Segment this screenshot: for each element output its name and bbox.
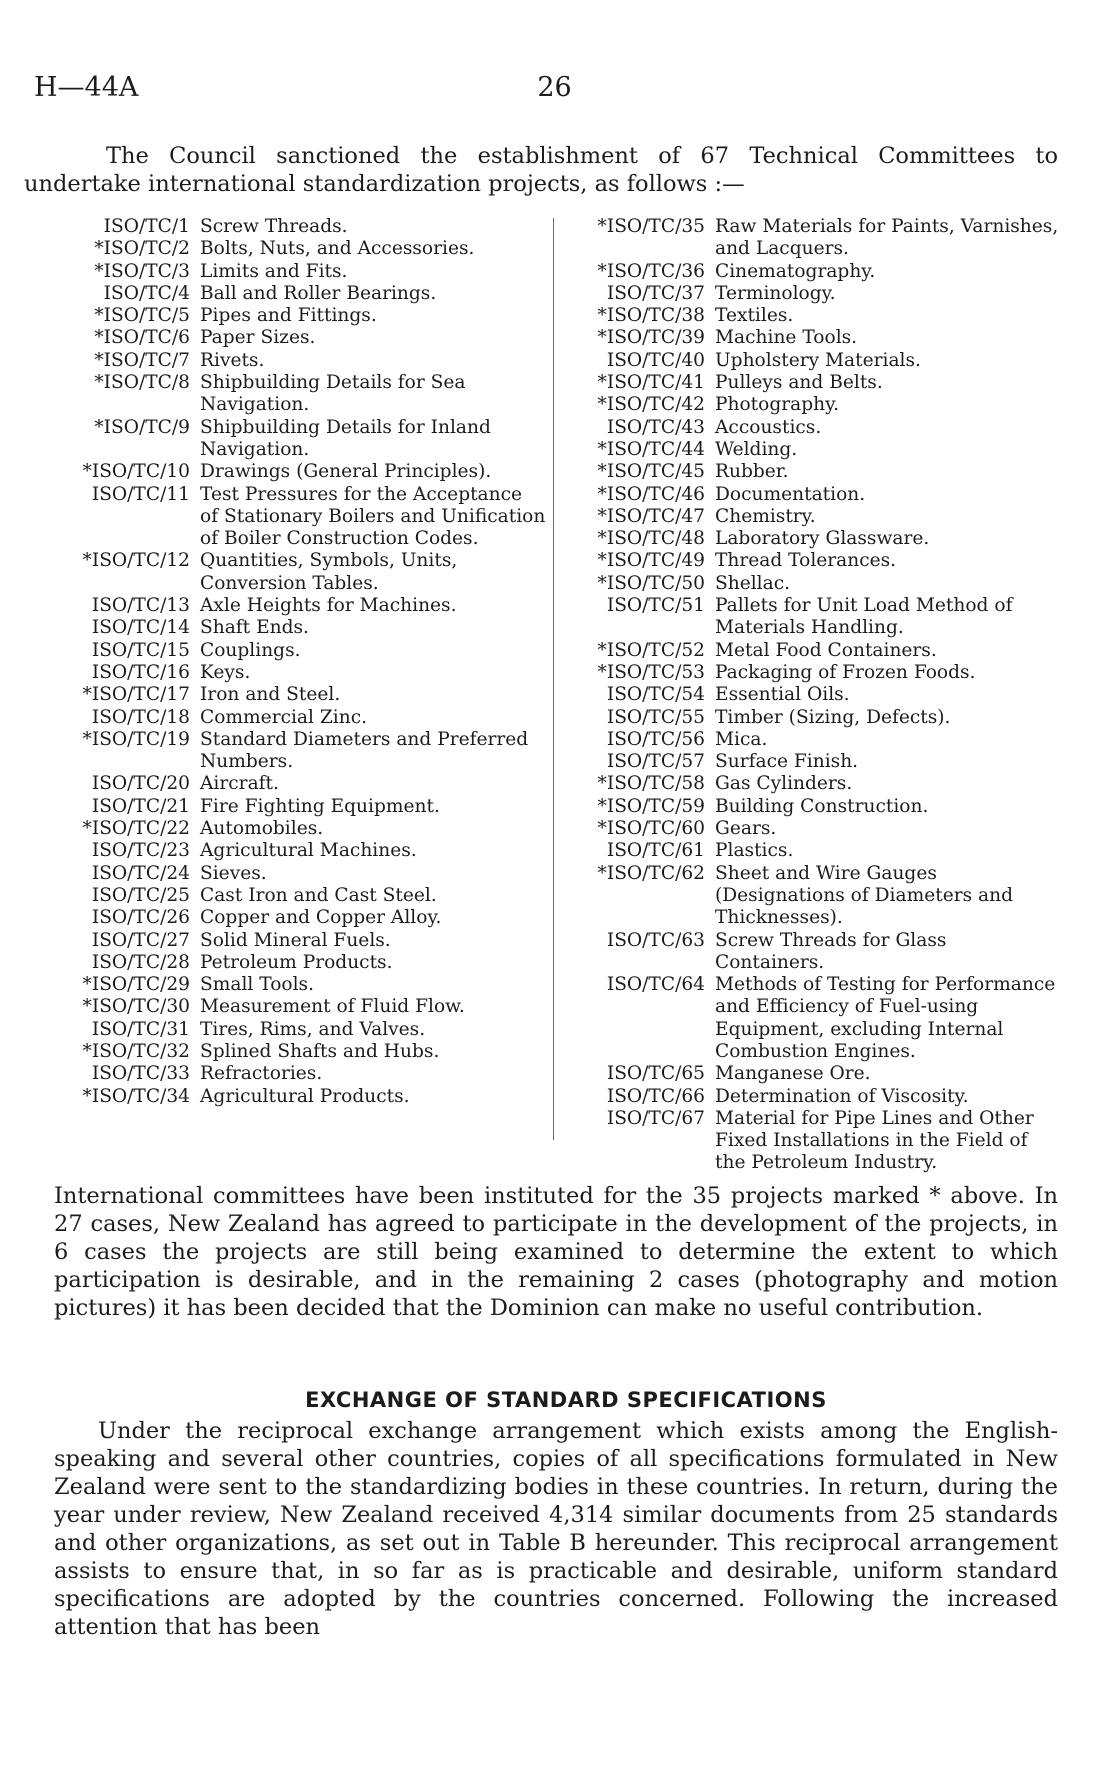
- committee-name: Solid Mineral Fuels.: [200, 929, 391, 951]
- committee-name: Sheet and Wire Gauges (Designations of Diameters and Thicknesses).: [715, 862, 1013, 929]
- committee-code: ISO/TC/56: [606, 728, 705, 750]
- committee-row: [560, 461, 1060, 483]
- committee-code: ISO/TC/24: [91, 862, 190, 884]
- committee-name: Laboratory Glassware.: [715, 528, 930, 550]
- committee-row: [28, 550, 546, 595]
- committee-row: [28, 818, 546, 840]
- committee-name: Upholstery Materials.: [715, 349, 921, 371]
- committee-code: ISO/TC/31: [91, 1018, 190, 1040]
- committee-row: [28, 996, 546, 1018]
- committee-name: Shellac.: [715, 572, 791, 594]
- committee-name: Screw Threads for Glass Containers.: [715, 929, 947, 973]
- committee-row: [560, 350, 1060, 372]
- committee-code: *ISO/TC/39: [597, 327, 705, 349]
- committee-code: ISO/TC/20: [91, 773, 190, 795]
- committee-name: Agricultural Products.: [200, 1085, 410, 1107]
- committee-code: ISO/TC/37: [606, 282, 705, 304]
- committee-row: [560, 1086, 1060, 1108]
- committee-row: [560, 974, 1060, 1063]
- committee-row: [560, 707, 1060, 729]
- committee-code: ISO/TC/28: [91, 951, 190, 973]
- committee-name: Shipbuilding Details for Sea Navigation.: [200, 372, 466, 416]
- committee-row: [28, 662, 546, 684]
- committee-row: [28, 974, 546, 996]
- committee-row: [560, 662, 1060, 684]
- committee-code: ISO/TC/14: [91, 617, 190, 639]
- committee-row: [28, 640, 546, 662]
- committee-code: ISO/TC/23: [91, 840, 190, 862]
- page-header: [34, 72, 1080, 112]
- intro-paragraph: The Council sanctioned the establishment of 67 Technical Committees to undertake international standardization projects, as follows :—: [24, 143, 1058, 197]
- committee-name: Limits and Fits.: [200, 260, 348, 282]
- committee-name: Couplings.: [200, 639, 301, 661]
- committee-code: *ISO/TC/52: [597, 639, 705, 661]
- committee-code: *ISO/TC/7: [94, 349, 190, 371]
- committee-code: *ISO/TC/35: [597, 216, 705, 237]
- committee-row: [28, 595, 546, 617]
- committee-code: ISO/TC/13: [91, 595, 190, 617]
- committee-code: *ISO/TC/29: [82, 974, 190, 996]
- committee-row: [28, 1086, 546, 1108]
- committee-name: Bolts, Nuts, and Accessories.: [200, 238, 475, 260]
- committee-code: *ISO/TC/48: [597, 528, 705, 550]
- committee-row: [28, 885, 546, 907]
- committee-code: ISO/TC/4: [103, 282, 190, 304]
- committee-name: Timber (Sizing, Defects).: [715, 706, 951, 728]
- committee-name: Tires, Rims, and Valves.: [200, 1018, 426, 1040]
- committee-name: Iron and Steel.: [200, 684, 341, 706]
- committee-row: [560, 863, 1060, 930]
- committee-row: [560, 573, 1060, 595]
- committee-name: Automobiles.: [200, 818, 324, 840]
- committee-code: ISO/TC/11: [91, 483, 190, 505]
- committee-name: Building Construction.: [715, 795, 929, 817]
- committee-name: Metal Food Containers.: [715, 639, 937, 661]
- committee-name: Manganese Ore.: [715, 1063, 871, 1085]
- committee-row: [28, 952, 546, 974]
- committee-name: Test Pressures for the Acceptance of Stationary Boilers and Unification of Boiler Construction Codes.: [200, 483, 546, 550]
- committee-row: [28, 907, 546, 929]
- committee-code: ISO/TC/55: [606, 706, 705, 728]
- committee-code: *ISO/TC/34: [82, 1085, 190, 1107]
- committee-code: *ISO/TC/47: [597, 505, 705, 527]
- committee-row: [560, 796, 1060, 818]
- committee-code: ISO/TC/40: [606, 349, 705, 371]
- committee-code: ISO/TC/1: [103, 216, 190, 237]
- committee-name: Documentation.: [715, 483, 866, 505]
- committee-name: Refractories.: [200, 1063, 323, 1085]
- committee-code: *ISO/TC/58: [597, 773, 705, 795]
- section-heading: EXCHANGE OF STANDARD SPECIFICATIONS: [305, 1388, 827, 1412]
- committee-name: Mica.: [715, 728, 768, 750]
- committee-name: Pulleys and Belts.: [715, 372, 883, 394]
- document-code: H—44A: [34, 72, 139, 103]
- committee-row: [28, 796, 546, 818]
- committee-row: [28, 863, 546, 885]
- committee-name: Commercial Zinc.: [200, 706, 368, 728]
- committee-code: *ISO/TC/17: [82, 684, 190, 706]
- committee-list-left: [28, 216, 546, 1108]
- committee-code: *ISO/TC/5: [94, 305, 190, 327]
- committee-name: Standard Diameters and Preferred Numbers.: [200, 728, 529, 773]
- committee-code: *ISO/TC/32: [82, 1040, 190, 1062]
- committee-code: ISO/TC/54: [606, 684, 705, 706]
- committee-row: [28, 1041, 546, 1063]
- committee-row: [560, 751, 1060, 773]
- committee-row: [560, 506, 1060, 528]
- committee-code: ISO/TC/51: [606, 595, 705, 617]
- committee-name: Small Tools.: [200, 974, 315, 996]
- committees-paragraph: International committees have been instituted for the 35 projects marked * above. In 27 cases, New Zealand has agreed to participate in the development of the projects, in 6 cases the projects are still being examined to determine the extent to which participation is desirable, and in the remaining 2 cases (photography and motion pictures) it has been decided that the Dominion can make no useful contribution.: [54, 1183, 1058, 1321]
- committee-row: [28, 283, 546, 305]
- committee-name: Gears.: [715, 818, 777, 840]
- committee-name: Drawings (General Principles).: [200, 461, 492, 483]
- exchange-paragraph: Under the reciprocal exchange arrangement which exists among the English-speaking and several other countries, copies of all specifications formulated in New Zealand were sent to the standardizing bodies in these countries. In return, during the year under review, New Zealand received 4,314 similar documents from 25 standards and other organizations, as set out in Table B hereunder. This reciprocal arrangement assists to ensure that, in so far as is practicable and desirable, uniform standard specifications are adopted by the countries concerned. Following the increased attention that has been: [54, 1418, 1058, 1640]
- committee-name: Plastics.: [715, 840, 794, 862]
- committee-name: Shipbuilding Details for Inland Navigation.: [200, 416, 491, 460]
- committee-name: Pipes and Fittings.: [200, 305, 377, 327]
- committee-name: Agricultural Machines.: [200, 840, 417, 862]
- committee-row: [560, 216, 1060, 261]
- committee-row: [560, 930, 1060, 975]
- committee-name: Machine Tools.: [715, 327, 858, 349]
- committee-row: [28, 930, 546, 952]
- committee-code: *ISO/TC/41: [597, 372, 705, 394]
- committee-code: *ISO/TC/19: [82, 728, 190, 750]
- committee-row: [560, 417, 1060, 439]
- committee-code: ISO/TC/21: [91, 795, 190, 817]
- committee-name: Splined Shafts and Hubs.: [200, 1040, 440, 1062]
- committee-row: [28, 350, 546, 372]
- committee-row: [28, 484, 546, 551]
- committee-name: Copper and Copper Alloy.: [200, 907, 442, 929]
- committee-row: [560, 729, 1060, 751]
- committee-row: [560, 1108, 1060, 1175]
- committee-name: Photography.: [715, 394, 840, 416]
- committee-name: Rubber.: [715, 461, 789, 483]
- committee-code: *ISO/TC/9: [94, 416, 190, 438]
- committee-code: *ISO/TC/50: [597, 572, 705, 594]
- committee-name: Welding.: [715, 438, 798, 460]
- committee-code: ISO/TC/33: [91, 1063, 190, 1085]
- committee-code: *ISO/TC/46: [597, 483, 705, 505]
- committee-name: Screw Threads.: [200, 216, 348, 237]
- committee-code: *ISO/TC/12: [82, 550, 190, 572]
- committee-row: [560, 283, 1060, 305]
- committee-row: [560, 550, 1060, 572]
- committee-row: [560, 595, 1060, 640]
- committee-row: [560, 818, 1060, 840]
- committee-row: [560, 372, 1060, 394]
- committee-name: Fire Fighting Equipment.: [200, 795, 440, 817]
- committee-name: Accoustics.: [715, 416, 822, 438]
- committee-code: *ISO/TC/8: [94, 372, 190, 394]
- committee-row: [28, 461, 546, 483]
- committee-row: [28, 216, 546, 238]
- committee-code: *ISO/TC/62: [597, 862, 705, 884]
- committee-row: [28, 1019, 546, 1041]
- committee-code: *ISO/TC/36: [597, 260, 705, 282]
- committee-code: *ISO/TC/30: [82, 996, 190, 1018]
- committee-code: *ISO/TC/45: [597, 461, 705, 483]
- committee-list-right: [560, 216, 1060, 1175]
- committee-name: Textiles.: [715, 305, 794, 327]
- committee-code: *ISO/TC/38: [597, 305, 705, 327]
- committee-code: *ISO/TC/44: [597, 438, 705, 460]
- committee-row: [28, 372, 546, 417]
- committee-name: Ball and Roller Bearings.: [200, 282, 437, 304]
- committee-name: Quantities, Symbols, Units, Conversion Tables.: [200, 550, 458, 594]
- committee-row: [560, 773, 1060, 795]
- committee-name: Axle Heights for Machines.: [200, 595, 457, 617]
- committee-row: [560, 261, 1060, 283]
- committee-row: [560, 840, 1060, 862]
- committee-code: *ISO/TC/53: [597, 661, 705, 683]
- committee-row: [28, 707, 546, 729]
- committee-row: [560, 327, 1060, 349]
- committee-row: [560, 684, 1060, 706]
- committee-name: Paper Sizes.: [200, 327, 316, 349]
- committee-name: Sieves.: [200, 862, 267, 884]
- committee-code: ISO/TC/66: [606, 1085, 705, 1107]
- committee-row: [560, 305, 1060, 327]
- committee-row: [28, 305, 546, 327]
- committee-name: Material for Pipe Lines and Other Fixed Installations in the Field of the Petroleum Industry.: [715, 1107, 1034, 1174]
- committee-name: Packaging of Frozen Foods.: [715, 661, 976, 683]
- committee-code: ISO/TC/26: [91, 907, 190, 929]
- committee-code: ISO/TC/65: [606, 1063, 705, 1085]
- committee-code: ISO/TC/18: [91, 706, 190, 728]
- committee-code: *ISO/TC/59: [597, 795, 705, 817]
- committee-row: [28, 261, 546, 283]
- column-divider: [553, 218, 554, 1140]
- committee-name: Determination of Viscosity.: [715, 1085, 969, 1107]
- committee-row: [560, 528, 1060, 550]
- committee-row: [28, 684, 546, 706]
- committee-name: Surface Finish.: [715, 751, 859, 773]
- committee-code: ISO/TC/15: [91, 639, 190, 661]
- committee-code: ISO/TC/67: [606, 1107, 705, 1129]
- committee-name: Pallets for Unit Load Method of Materials Handling.: [715, 595, 1013, 639]
- committee-row: [28, 238, 546, 260]
- committee-name: Keys.: [200, 661, 251, 683]
- committee-name: Aircraft.: [200, 773, 279, 795]
- committee-name: Raw Materials for Paints, Varnishes, and Lacquers.: [715, 216, 1059, 260]
- committee-row: [28, 617, 546, 639]
- committee-name: Measurement of Fluid Flow.: [200, 996, 465, 1018]
- committee-row: [28, 840, 546, 862]
- committee-row: [560, 640, 1060, 662]
- committee-row: [28, 1063, 546, 1085]
- committee-name: Rivets.: [200, 349, 265, 371]
- committee-code: ISO/TC/64: [606, 974, 705, 996]
- committee-code: ISO/TC/16: [91, 661, 190, 683]
- committee-name: Cast Iron and Cast Steel.: [200, 884, 437, 906]
- committee-name: Cinematography.: [715, 260, 876, 282]
- committee-name: Petroleum Products.: [200, 951, 393, 973]
- committee-row: [28, 327, 546, 349]
- committee-code: ISO/TC/57: [606, 751, 705, 773]
- committee-name: Chemistry.: [715, 505, 816, 527]
- committee-code: ISO/TC/27: [91, 929, 190, 951]
- committee-code: *ISO/TC/22: [82, 818, 190, 840]
- committee-name: Gas Cylinders.: [715, 773, 853, 795]
- page-number: 26: [537, 72, 572, 103]
- committee-code: *ISO/TC/6: [94, 327, 190, 349]
- committee-name: Thread Tolerances.: [715, 550, 897, 572]
- committee-code: *ISO/TC/2: [94, 238, 190, 260]
- committee-name: Methods of Testing for Performance and Efficiency of Fuel-using Equipment, excluding Internal Combustion Engines.: [715, 974, 1056, 1062]
- committee-row: [28, 729, 546, 774]
- committee-row: [560, 394, 1060, 416]
- committee-name: Essential Oils.: [715, 684, 850, 706]
- committee-code: *ISO/TC/10: [82, 461, 190, 483]
- committee-row: [28, 773, 546, 795]
- committee-code: *ISO/TC/49: [597, 550, 705, 572]
- committee-code: ISO/TC/61: [606, 840, 705, 862]
- committee-row: [560, 439, 1060, 461]
- committee-code: *ISO/TC/60: [597, 818, 705, 840]
- committee-code: ISO/TC/43: [606, 416, 705, 438]
- committee-code: ISO/TC/63: [606, 929, 705, 951]
- committee-code: ISO/TC/25: [91, 884, 190, 906]
- committee-name: Terminology.: [715, 282, 836, 304]
- committee-code: *ISO/TC/3: [94, 260, 190, 282]
- committee-row: [28, 417, 546, 462]
- committee-row: [560, 1063, 1060, 1085]
- committee-name: Shaft Ends.: [200, 617, 309, 639]
- committee-row: [560, 484, 1060, 506]
- committee-code: *ISO/TC/42: [597, 394, 705, 416]
